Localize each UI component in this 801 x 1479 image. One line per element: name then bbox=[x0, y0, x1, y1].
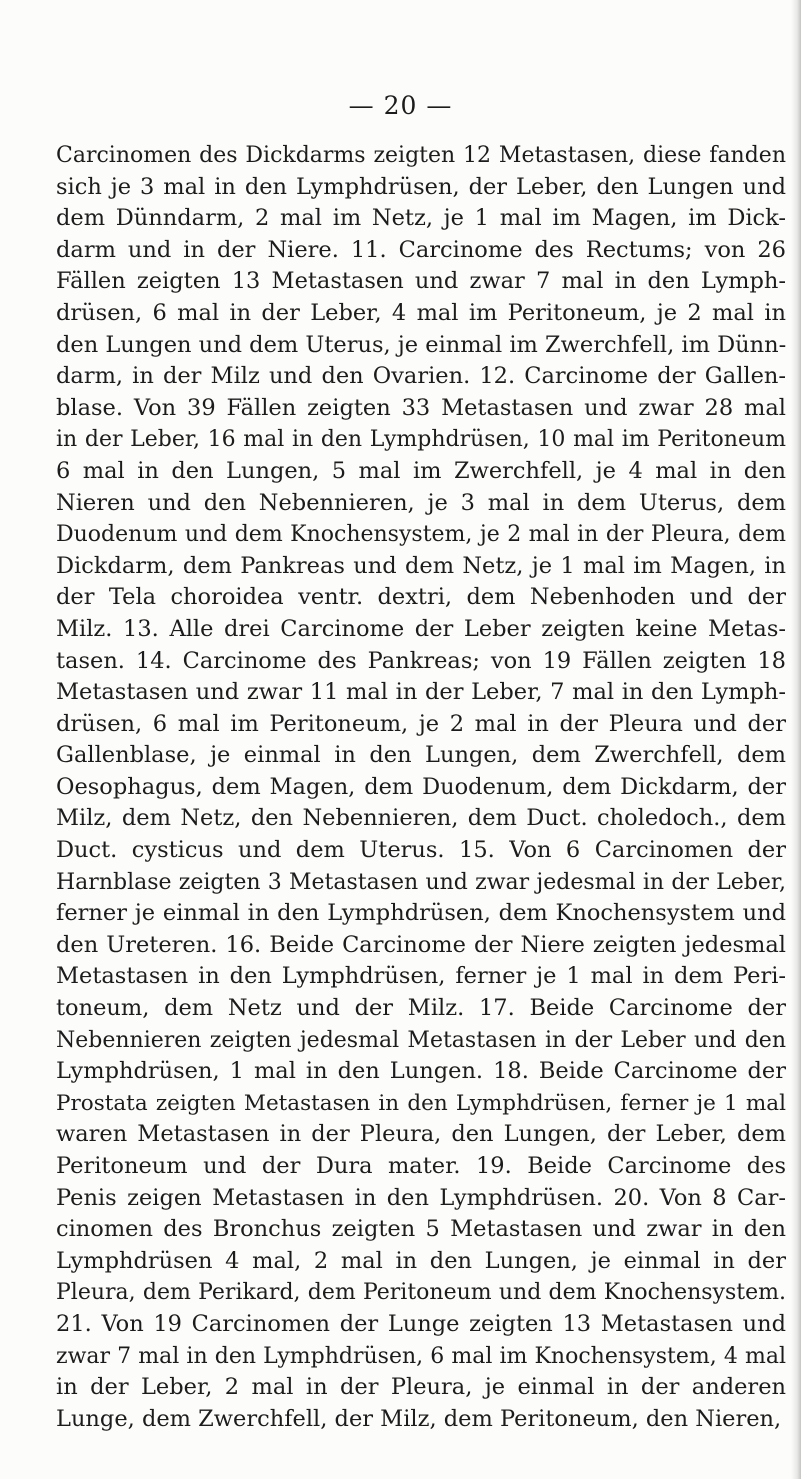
text-line: der Tela choroidea ventr. dextri, dem Nebenhoden und der bbox=[56, 584, 786, 611]
body-text bbox=[56, 140, 786, 1435]
text-line: Harnblase zeigten 3 Metastasen und zwar jedesmal in der Leber, bbox=[56, 869, 786, 895]
text-line: in der Leber, 16 mal in den Lymphdrüsen, 10 mal im Peritoneum bbox=[56, 427, 786, 453]
text-line: cinomen des Bronchus zeigten 5 Metastasen und zwar in den bbox=[56, 1216, 786, 1243]
text-line: Oesophagus, dem Magen, dem Duodenum, dem Dickdarm, der bbox=[56, 773, 786, 800]
page-number: — 20 — bbox=[348, 91, 453, 120]
text-line: darm und in der Niere. 11. Carcinome des Rectums; von 26 bbox=[56, 236, 786, 263]
text-line: Duodenum und dem Knochensystem, je 2 mal in der Pleura, dem bbox=[56, 522, 786, 548]
text-line: Lymphdrüsen 4 mal, 2 mal in den Lungen, je einmal in der bbox=[56, 1247, 786, 1274]
text-line: Milz. 13. Alle drei Carcinome der Leber zeigten keine Metas- bbox=[56, 615, 786, 642]
text-line: den Ureteren. 16. Beide Carcinome der Niere zeigten jedesmal bbox=[56, 931, 786, 958]
text-line: 6 mal in den Lungen, 5 mal im Zwerchfell, je 4 mal in den bbox=[56, 457, 786, 484]
text-line: Dickdarm, dem Pankreas und dem Netz, je 1 mal im Magen, in bbox=[56, 552, 786, 579]
text-line: zwar 7 mal in den Lymphdrüsen, 6 mal im Knochensystem, 4 mal bbox=[56, 1343, 786, 1369]
text-line: Peritoneum und der Dura mater. 19. Beide Carcinome des bbox=[56, 1153, 786, 1179]
text-line: Gallenblase, je einmal in den Lungen, dem Zwerchfell, dem bbox=[56, 742, 786, 769]
text-line: sich je 3 mal in den Lymphdrüsen, der Leber, den Lungen und bbox=[56, 173, 786, 200]
text-line: den Lungen und dem Uterus, je einmal im Zwerchfell, im Dünn- bbox=[56, 331, 786, 358]
text-line: drüsen, 6 mal in der Leber, 4 mal im Peritoneum, je 2 mal in bbox=[56, 299, 786, 326]
text-line: 21. Von 19 Carcinomen der Lunge zeigten 13 Metastasen und bbox=[56, 1310, 786, 1337]
text-line: Carcinomen des Dickdarms zeigten 12 Metastasen, diese fanden bbox=[56, 143, 786, 168]
text-line: darm, in der Milz und den Ovarien. 12. Carcinome der Gallen- bbox=[56, 363, 786, 390]
text-line: Penis zeigen Metastasen in den Lymphdrüsen. 20. Von 8 Car- bbox=[56, 1184, 786, 1211]
text-line: waren Metastasen in der Pleura, den Lungen, der Leber, dem bbox=[56, 1121, 786, 1148]
text-line: toneum, dem Netz und der Milz. 17. Beide Carcinome der bbox=[56, 995, 786, 1022]
text-line: tasen. 14. Carcinome des Pankreas; von 19 Fällen zeigten 18 bbox=[56, 647, 786, 674]
text-line: drüsen, 6 mal im Peritoneum, je 2 mal in der Pleura und der bbox=[56, 710, 786, 737]
text-line: Nebennieren zeigten jedesmal Metastasen in der Leber und den bbox=[56, 1027, 786, 1053]
text-line: dem Dünndarm, 2 mal im Netz, je 1 mal im Magen, im Dick- bbox=[56, 205, 786, 232]
text-line: Metastasen in den Lymphdrüsen, ferner je 1 mal in dem Peri- bbox=[56, 963, 786, 990]
text-line: Metastasen und zwar 11 mal in der Leber, 7 mal in den Lymph- bbox=[56, 679, 786, 706]
text-line: in der Leber, 2 mal in der Pleura, je einmal in der anderen bbox=[56, 1374, 786, 1401]
text-line: Prostata zeigten Metastasen in den Lymphdrüsen, ferner je 1 mal bbox=[56, 1090, 786, 1116]
text-line: Fällen zeigten 13 Metastasen und zwar 7 mal in den Lymph- bbox=[56, 268, 786, 295]
text-line: Lymphdrüsen, 1 mal in den Lungen. 18. Beide Carcinome der bbox=[56, 1058, 786, 1085]
text-line: Pleura, dem Perikard, dem Peritoneum und dem Knochensystem. bbox=[56, 1280, 786, 1306]
text-line: Lunge, dem Zwerchfell, der Milz, dem Peritoneum, den Nieren, bbox=[56, 1405, 782, 1432]
text-line: blase. Von 39 Fällen zeigten 33 Metastasen und zwar 28 mal bbox=[56, 394, 786, 421]
text-line: Milz, dem Netz, den Nebennieren, dem Duct. choledoch., dem bbox=[56, 805, 786, 832]
text-line: Nieren und den Nebennieren, je 3 mal in dem Uterus, dem bbox=[56, 489, 786, 516]
page-edge-shadow bbox=[791, 0, 801, 1479]
text-line: ferner je einmal in den Lymphdrüsen, dem Knochensystem und bbox=[56, 900, 786, 927]
text-line: Duct. cysticus und dem Uterus. 15. Von 6 Carcinomen der bbox=[56, 837, 786, 864]
